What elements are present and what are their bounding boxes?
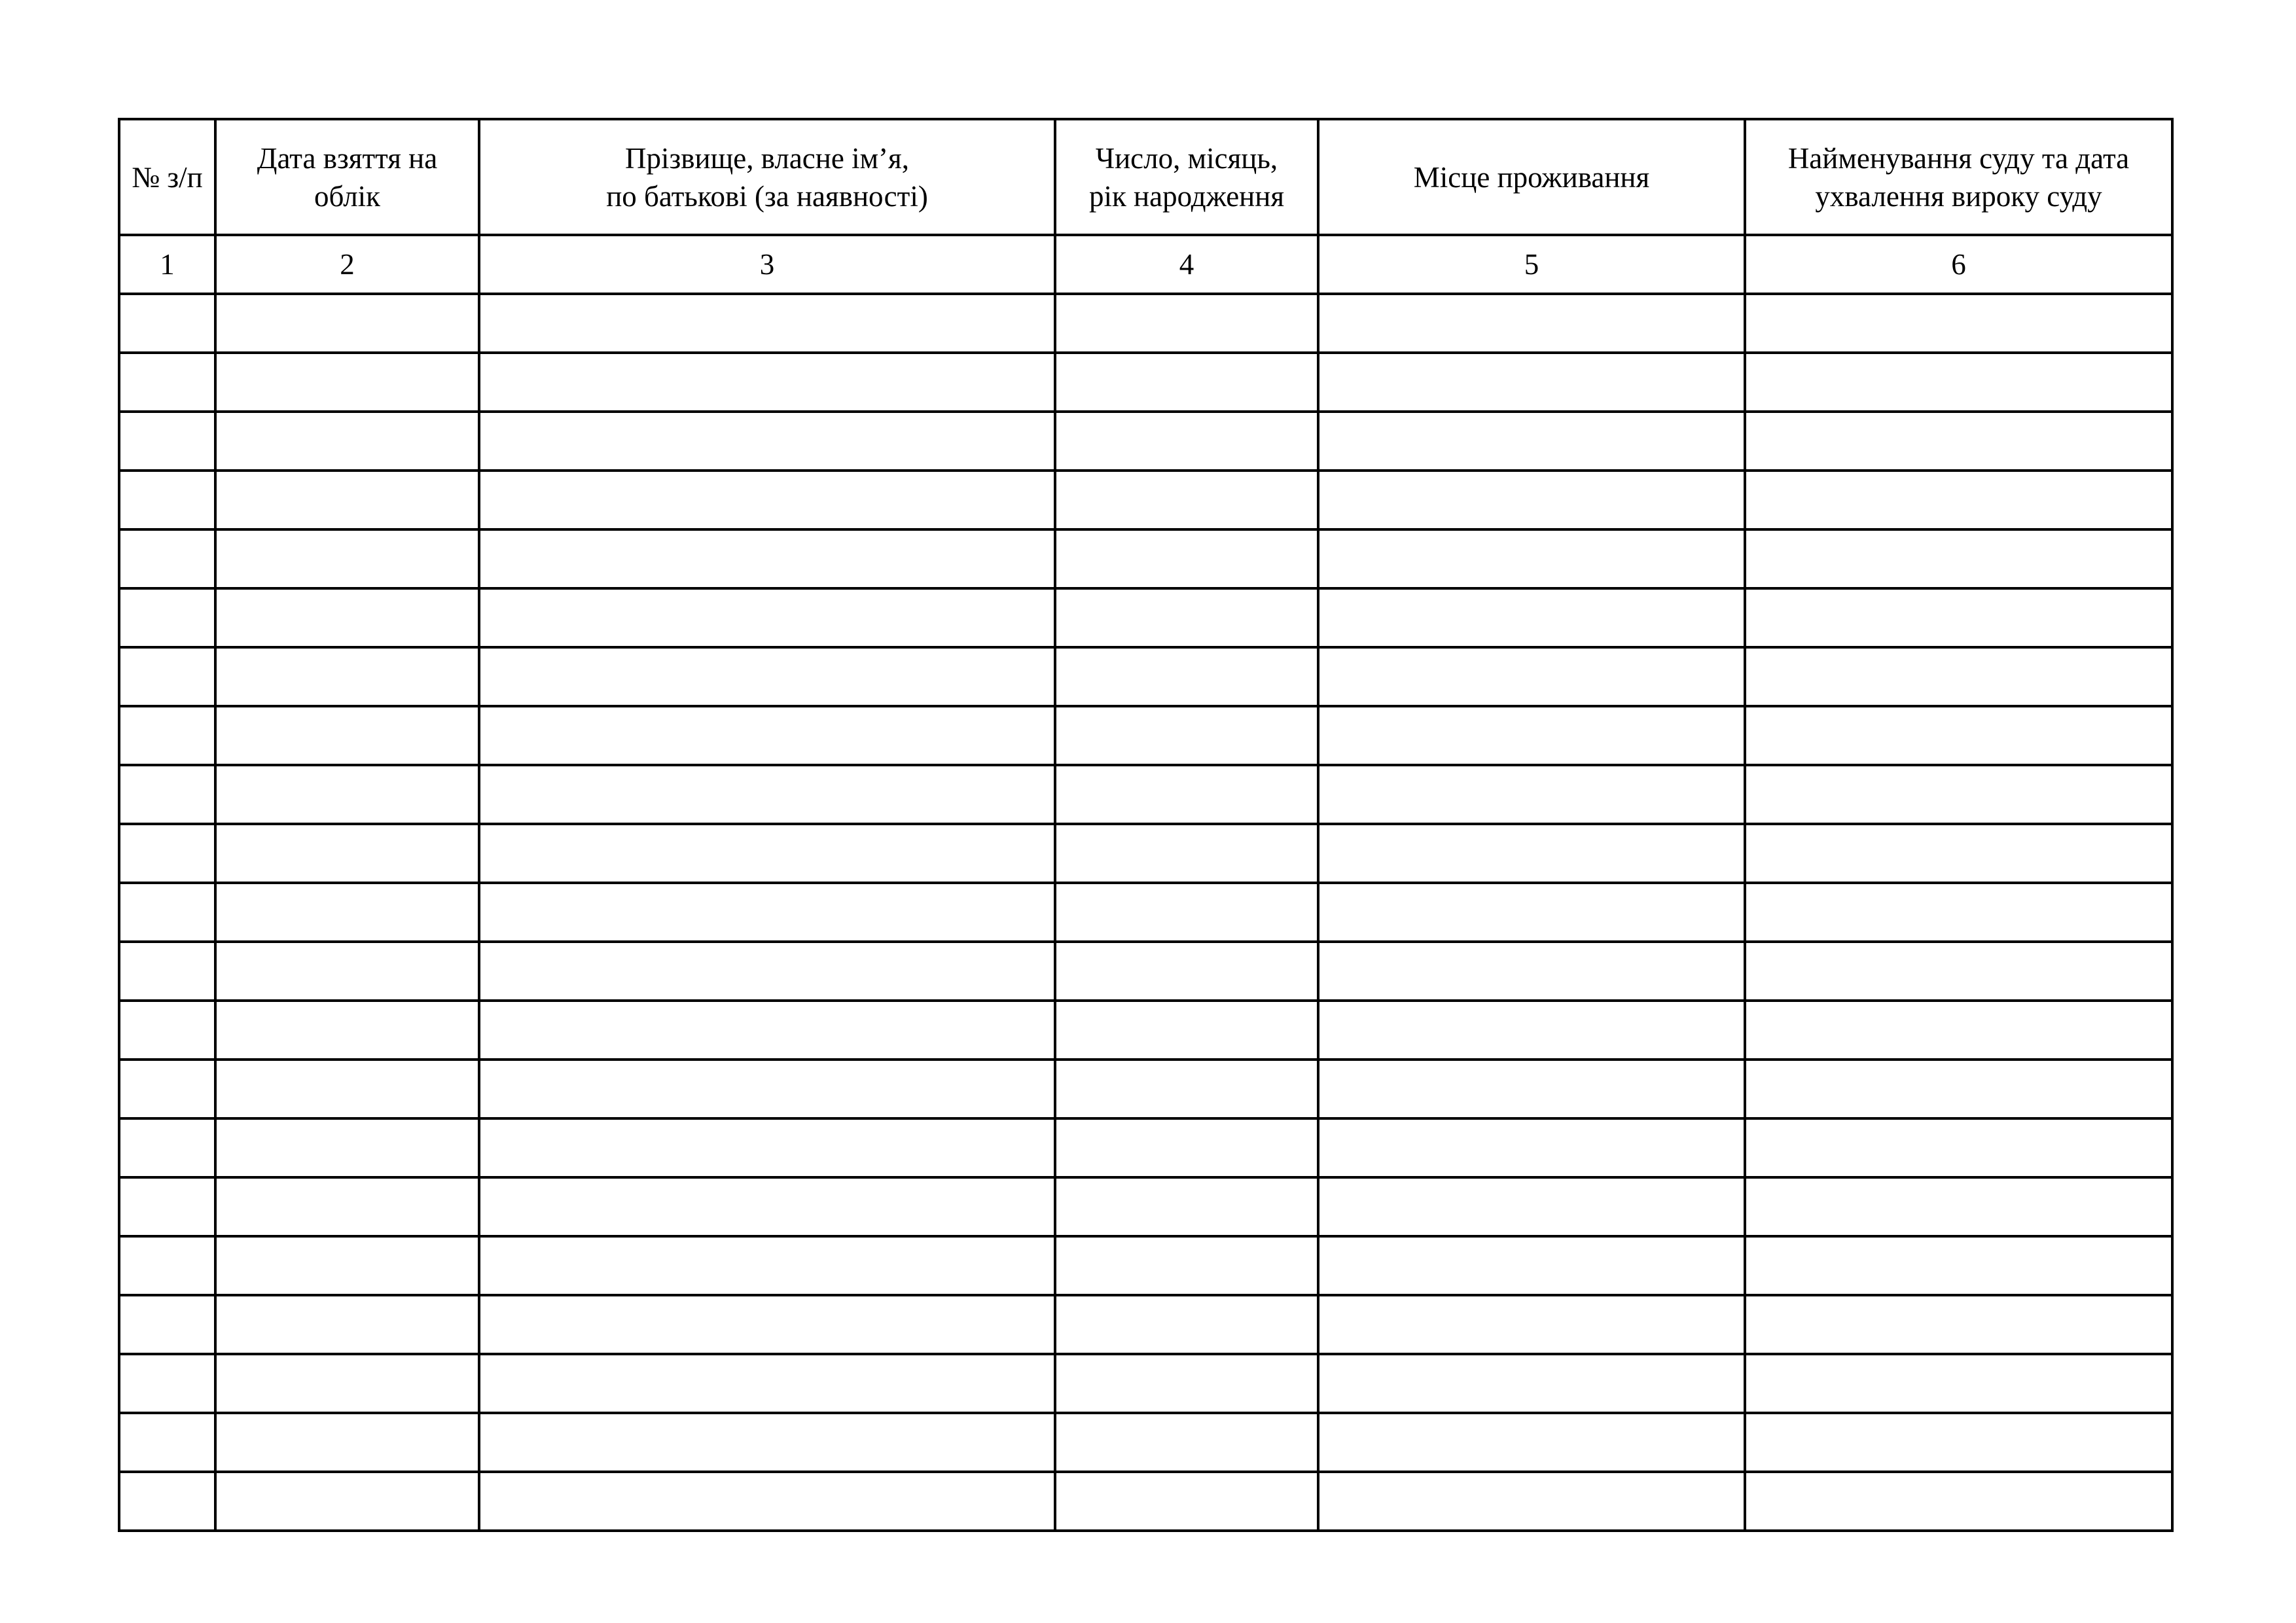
table-cell: [1745, 1236, 2172, 1295]
table-cell: [479, 765, 1055, 824]
table-cell: [215, 706, 479, 765]
table-row: [119, 471, 2172, 529]
table-cell: [119, 529, 215, 588]
table-row: [119, 1236, 2172, 1295]
table-cell: [119, 1177, 215, 1236]
table-cell: [1055, 765, 1318, 824]
table-cell: [1318, 1060, 1745, 1118]
table-row: [119, 294, 2172, 353]
column-number: 6: [1745, 235, 2172, 294]
table-cell: [1318, 471, 1745, 529]
table-cell: [1318, 412, 1745, 471]
table-cell: [119, 1118, 215, 1177]
table-cell: [1318, 529, 1745, 588]
table-cell: [119, 883, 215, 942]
table-cell: [1745, 294, 2172, 353]
column-header-row-number: № з/п: [119, 119, 215, 235]
table-cell: [1055, 706, 1318, 765]
table-cell: [1745, 883, 2172, 942]
table-cell: [119, 1295, 215, 1354]
table-cell: [1055, 294, 1318, 353]
table-cell: [1055, 1472, 1318, 1531]
column-header-birth-date: Число, місяць, рік народження: [1055, 119, 1318, 235]
table-cell: [215, 647, 479, 706]
table-cell: [215, 1060, 479, 1118]
table-cell: [215, 1177, 479, 1236]
table-cell: [479, 1177, 1055, 1236]
header-row: [119, 119, 2172, 235]
table-cell: [1745, 1472, 2172, 1531]
table-cell: [1055, 883, 1318, 942]
table-cell: [479, 942, 1055, 1001]
table-cell: [1055, 1001, 1318, 1060]
table-cell: [119, 942, 215, 1001]
table-cell: [479, 647, 1055, 706]
table-row: [119, 1177, 2172, 1236]
table-cell: [1055, 647, 1318, 706]
column-number: 4: [1055, 235, 1318, 294]
table-cell: [215, 883, 479, 942]
table-cell: [1745, 1177, 2172, 1236]
table-cell: [479, 706, 1055, 765]
table-cell: [1055, 1177, 1318, 1236]
table-cell: [1318, 647, 1745, 706]
table-cell: [1318, 1472, 1745, 1531]
table-cell: [1745, 353, 2172, 412]
table-cell: [1318, 1001, 1745, 1060]
table-cell: [1318, 942, 1745, 1001]
table-cell: [1055, 942, 1318, 1001]
table-cell: [215, 1236, 479, 1295]
table-cell: [119, 471, 215, 529]
table-cell: [119, 1413, 215, 1472]
column-header-full-name: Прізвище, власне ім’я, по батькові (за наявності): [479, 119, 1055, 235]
table-cell: [1055, 353, 1318, 412]
table-cell: [1318, 824, 1745, 883]
table-cell: [479, 588, 1055, 647]
table-cell: [1318, 1236, 1745, 1295]
table-cell: [1745, 588, 2172, 647]
table-cell: [215, 1118, 479, 1177]
table-cell: [1318, 353, 1745, 412]
table-cell: [1318, 883, 1745, 942]
table-cell: [1055, 1354, 1318, 1413]
table-cell: [1745, 1001, 2172, 1060]
table-row: [119, 353, 2172, 412]
table-cell: [215, 529, 479, 588]
table-cell: [119, 294, 215, 353]
table-cell: [215, 765, 479, 824]
table-cell: [1318, 1354, 1745, 1413]
table-cell: [119, 412, 215, 471]
column-number: 5: [1318, 235, 1745, 294]
table-cell: [1318, 765, 1745, 824]
table-cell: [479, 412, 1055, 471]
table-cell: [1318, 1177, 1745, 1236]
table-cell: [479, 353, 1055, 412]
column-header-registration-date: Дата взяття на облік: [215, 119, 479, 235]
table-cell: [1745, 706, 2172, 765]
table-cell: [1745, 1295, 2172, 1354]
table-cell: [1745, 942, 2172, 1001]
table-cell: [479, 1354, 1055, 1413]
table-cell: [1055, 1295, 1318, 1354]
table-cell: [215, 824, 479, 883]
table-row: [119, 1060, 2172, 1118]
table-cell: [1055, 588, 1318, 647]
column-number: 2: [215, 235, 479, 294]
table-cell: [1745, 765, 2172, 824]
table-cell: [1745, 1118, 2172, 1177]
table-cell: [215, 294, 479, 353]
table-cell: [215, 353, 479, 412]
table-row: [119, 1354, 2172, 1413]
table-cell: [119, 647, 215, 706]
table-cell: [1318, 706, 1745, 765]
register-table: [118, 118, 2174, 1532]
table-cell: [1318, 1118, 1745, 1177]
table-cell: [215, 412, 479, 471]
column-header-residence: Місце проживання: [1318, 119, 1745, 235]
table-cell: [1745, 824, 2172, 883]
table-cell: [119, 1060, 215, 1118]
table-row: [119, 647, 2172, 706]
table-cell: [479, 1413, 1055, 1472]
table-cell: [479, 294, 1055, 353]
table-cell: [1055, 824, 1318, 883]
table-cell: [479, 471, 1055, 529]
table-cell: [1745, 412, 2172, 471]
table-cell: [1055, 1060, 1318, 1118]
table-row: [119, 883, 2172, 942]
table-cell: [215, 1354, 479, 1413]
table-row: [119, 588, 2172, 647]
table-cell: [215, 1001, 479, 1060]
table-cell: [215, 471, 479, 529]
table-cell: [215, 942, 479, 1001]
column-header-court-and-verdict-date: Найменування суду та дата ухвалення вироку суду: [1745, 119, 2172, 235]
table-row: [119, 529, 2172, 588]
table-cell: [1745, 647, 2172, 706]
table-row: [119, 765, 2172, 824]
table-row: [119, 1295, 2172, 1354]
table-cell: [119, 353, 215, 412]
table-cell: [479, 1001, 1055, 1060]
table-cell: [1745, 529, 2172, 588]
table-cell: [119, 1001, 215, 1060]
table-cell: [479, 883, 1055, 942]
table-cell: [119, 1354, 215, 1413]
table-cell: [1055, 1236, 1318, 1295]
table-cell: [1318, 588, 1745, 647]
table-cell: [1055, 529, 1318, 588]
table-cell: [1318, 1413, 1745, 1472]
column-number: 3: [479, 235, 1055, 294]
table-cell: [215, 588, 479, 647]
table-cell: [119, 765, 215, 824]
table-cell: [119, 706, 215, 765]
table-cell: [119, 1236, 215, 1295]
table-cell: [479, 824, 1055, 883]
table-row: [119, 706, 2172, 765]
table-cell: [1318, 1295, 1745, 1354]
table-cell: [119, 588, 215, 647]
table-row: [119, 1413, 2172, 1472]
table-cell: [479, 1118, 1055, 1177]
table-cell: [119, 824, 215, 883]
table-cell: [479, 1295, 1055, 1354]
table-cell: [1055, 1118, 1318, 1177]
column-number: 1: [119, 235, 215, 294]
table-cell: [1055, 471, 1318, 529]
column-numbers-row: [119, 235, 2172, 294]
table-cell: [215, 1295, 479, 1354]
table-cell: [215, 1472, 479, 1531]
table-cell: [1745, 1413, 2172, 1472]
table-cell: [1055, 1413, 1318, 1472]
table-cell: [479, 529, 1055, 588]
table-body: [119, 294, 2172, 1531]
table-row: [119, 1001, 2172, 1060]
table-row: [119, 824, 2172, 883]
table-row: [119, 412, 2172, 471]
table-cell: [1318, 294, 1745, 353]
table-cell: [119, 1472, 215, 1531]
table-cell: [1745, 471, 2172, 529]
table-row: [119, 1472, 2172, 1531]
table-cell: [1745, 1060, 2172, 1118]
table-cell: [479, 1236, 1055, 1295]
table-cell: [1745, 1354, 2172, 1413]
table-cell: [215, 1413, 479, 1472]
table-cell: [479, 1060, 1055, 1118]
table-cell: [1055, 412, 1318, 471]
table-row: [119, 1118, 2172, 1177]
table-row: [119, 942, 2172, 1001]
table-cell: [479, 1472, 1055, 1531]
